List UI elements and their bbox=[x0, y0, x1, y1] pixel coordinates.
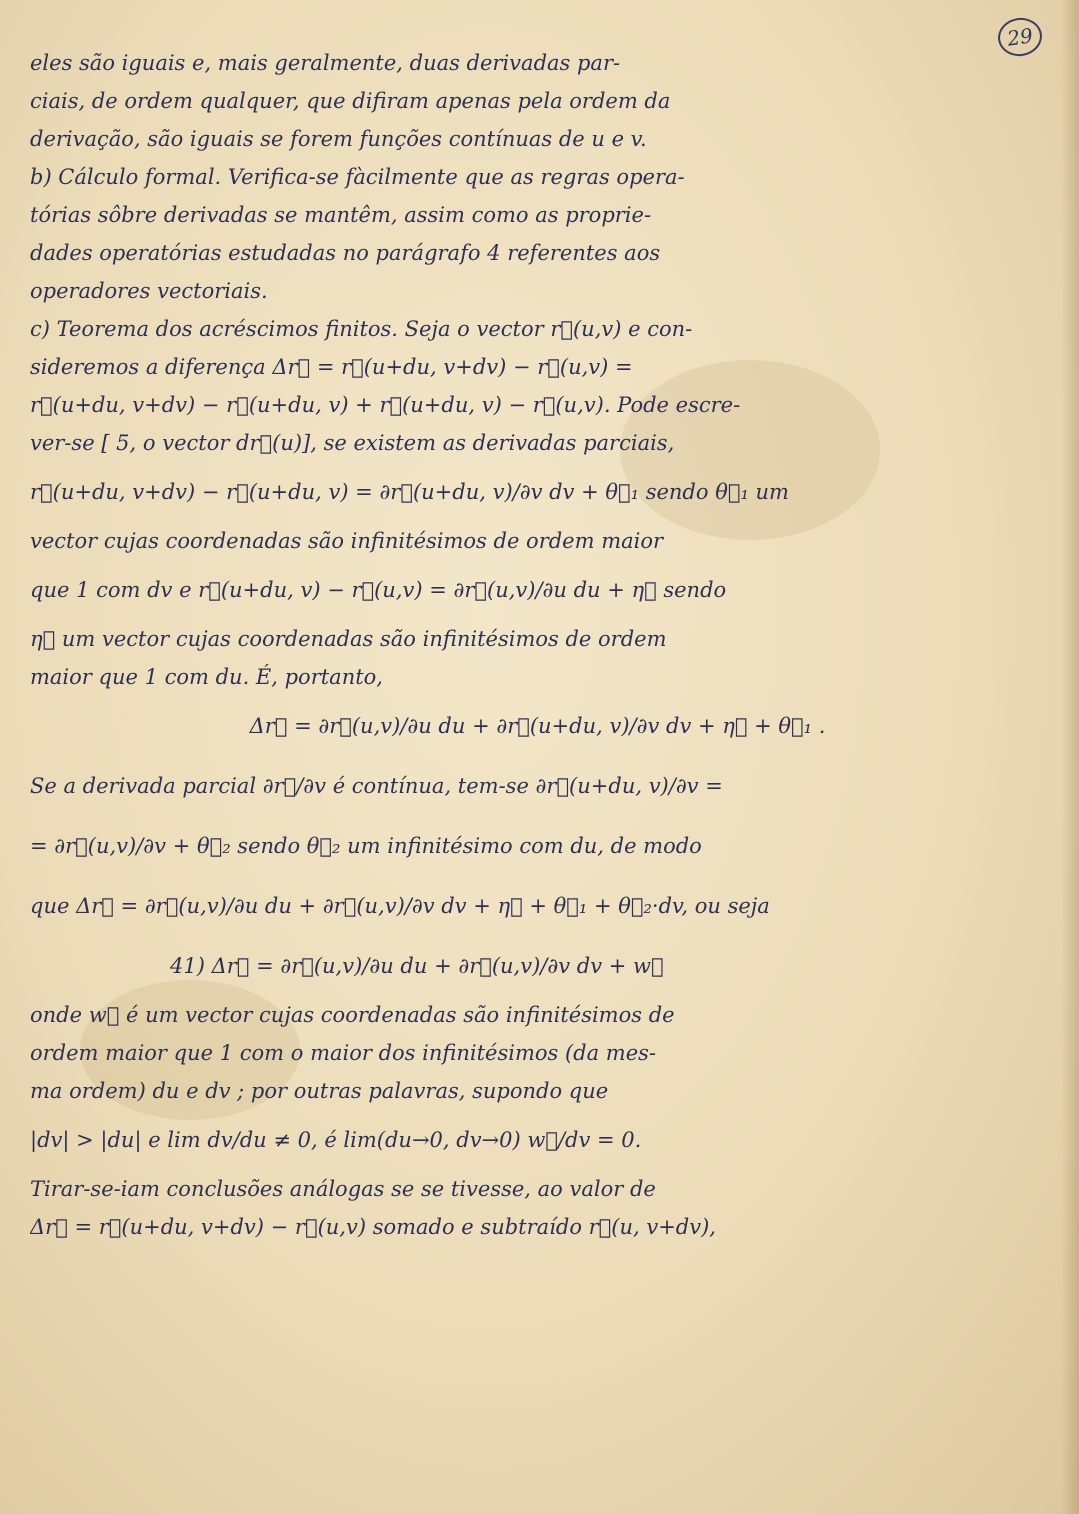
equation-line: que Δr⃗ = ∂r⃗(u,v)/∂u du + ∂r⃗(u,v)/∂v dv + η⃗ + θ⃗₁ + θ⃗₂·dv, ou seja bbox=[30, 894, 770, 918]
text-line: dades operatórias estudadas no parágrafo 4 referentes aos bbox=[30, 241, 661, 265]
equation-line: = ∂r⃗(u,v)/∂v + θ⃗₂ sendo θ⃗₂ um infinitésimo com du, de modo bbox=[30, 834, 702, 858]
text-line: ordem maior que 1 com o maior dos infinitésimos (da mes- bbox=[30, 1041, 657, 1065]
display-equation: Δr⃗ = ∂r⃗(u,v)/∂u du + ∂r⃗(u+du, v)/∂v dv + η⃗ + θ⃗₁ . bbox=[249, 714, 826, 738]
equation-line: Se a derivada parcial ∂r⃗/∂v é contínua, tem-se ∂r⃗(u+du, v)/∂v = bbox=[30, 774, 723, 798]
text-line: onde w⃗ é um vector cujas coordenadas são infinitésimos de bbox=[30, 1003, 675, 1027]
text-line: derivação, são iguais se forem funções contínuas de u e v. bbox=[30, 127, 647, 151]
equation-line: que 1 com dv e r⃗(u+du, v) − r⃗(u,v) = ∂r⃗(u,v)/∂u du + η⃗ sendo bbox=[30, 578, 727, 602]
text-line: b) Cálculo formal. Verifica-se fàcilmente que as regras opera- bbox=[30, 165, 685, 189]
text-line: η⃗ um vector cujas coordenadas são infinitésimos de ordem bbox=[30, 627, 667, 651]
text-line: eles são iguais e, mais geralmente, duas derivadas par- bbox=[30, 51, 621, 75]
numbered-equation-41: 41) Δr⃗ = ∂r⃗(u,v)/∂u du + ∂r⃗(u,v)/∂v dv + w⃗ bbox=[170, 954, 664, 978]
text-line: Δr⃗ = r⃗(u+du, v+dv) − r⃗(u,v) somado e subtraído r⃗(u, v+dv), bbox=[30, 1215, 716, 1239]
page-edge-shadow bbox=[1061, 0, 1079, 1514]
text-line: r⃗(u+du, v+dv) − r⃗(u+du, v) + r⃗(u+du, v) − r⃗(u,v). Pode escre- bbox=[30, 393, 741, 417]
text-line: c) Teorema dos acréscimos finitos. Seja o vector r⃗(u,v) e con- bbox=[30, 317, 693, 341]
text-line: maior que 1 com du. É, portanto, bbox=[30, 665, 383, 689]
text-line: ma ordem) du e dv ; por outras palavras, supondo que bbox=[30, 1079, 609, 1103]
text-line: ver-se [ 5, o vector dr⃗(u)], se existem as derivadas parciais, bbox=[30, 431, 675, 455]
handwritten-text bbox=[30, 44, 1045, 1246]
equation-line: r⃗(u+du, v+dv) − r⃗(u+du, v) = ∂r⃗(u+du, v)/∂v dv + θ⃗₁ sendo θ⃗₁ um bbox=[30, 480, 789, 504]
text-line: Tirar-se-iam conclusões análogas se se tivesse, ao valor de bbox=[30, 1177, 656, 1201]
equation-line: |dv| > |du| e lim dv/du ≠ 0, é lim(du→0, dv→0) w⃗/dv = 0. bbox=[30, 1128, 642, 1152]
text-line: vector cujas coordenadas são infinitésimos de ordem maior bbox=[30, 529, 664, 553]
page-number: 29 bbox=[996, 15, 1045, 59]
text-line: operadores vectoriais. bbox=[30, 279, 268, 303]
text-line: sideremos a diferença Δr⃗ = r⃗(u+du, v+dv) − r⃗(u,v) = bbox=[30, 355, 633, 379]
text-line: ciais, de ordem qualquer, que difiram apenas pela ordem da bbox=[30, 89, 671, 113]
text-line: tórias sôbre derivadas se mantêm, assim como as proprie- bbox=[30, 203, 652, 227]
